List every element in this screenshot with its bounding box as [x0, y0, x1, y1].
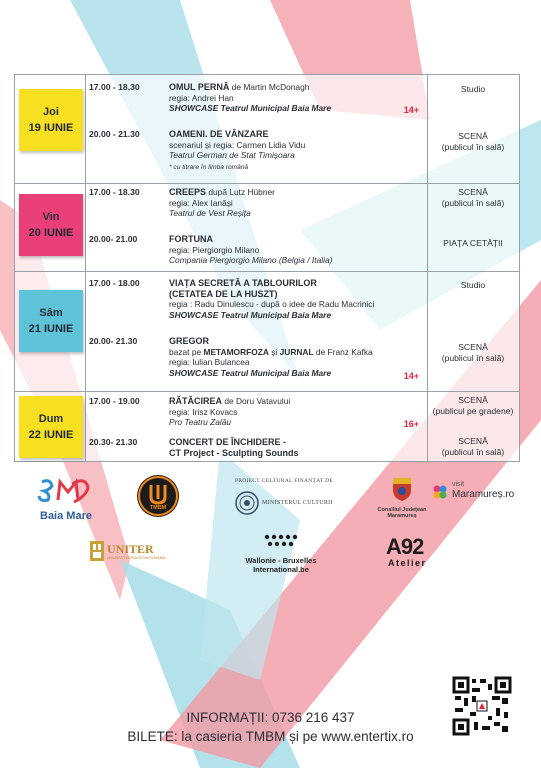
event-time: 20.00- 21.00 [89, 234, 138, 244]
event-company: SHOWCASE Teatrul Municipal Baia Mare [169, 367, 332, 378]
day-date: 21 IUNIE [28, 323, 74, 335]
baia-mare-logo [34, 478, 98, 520]
venue-label: SCENĂ (publicul în sală) [441, 187, 505, 208]
venue-label: SCENĂ (publicul în sală) [441, 131, 505, 152]
uniter-subtext: UNIUNEA TEATRALĂ DIN ROMÂNIA [107, 556, 166, 560]
event-title: OAMENI. DE VÂNZARE [169, 129, 269, 139]
tmbm-text: TMBM [149, 505, 167, 511]
event-subtitle: CT Project - Sculpting Sounds [169, 447, 299, 458]
event-oameni-de-vanzare [85, 129, 427, 179]
event-company: Pro Teatru Zalău [169, 417, 232, 428]
venue-label: SCENĂ (publicul în sală) [441, 436, 505, 457]
event-title: CONCERT DE ÎNCHIDERE - [169, 437, 287, 447]
consiliu-text-2: Maramureș [387, 513, 417, 519]
event-company: Teatrul de Vest Reșița [169, 208, 251, 219]
event-director: regia: Iulian Bulancea [169, 357, 250, 368]
tickets-info-text: BILETE: la casieria TMBM și pe www.entertix.ro [127, 729, 414, 744]
age-rating-badge: 14+ [403, 105, 419, 115]
venue-label: SCENĂ (publicul în sală) [441, 342, 505, 363]
event-title: FORTUNA [169, 234, 213, 244]
event-author: de Doru Vatavului [222, 396, 291, 406]
a92-atelier-logo [386, 534, 456, 570]
event-company: Teatrul German de Stat Timișoara [169, 150, 295, 161]
event-time: 17.00 - 18.30 [89, 82, 140, 92]
visit-flower-icon [432, 484, 448, 500]
tmbm-logo [137, 475, 179, 517]
uniter-emblem-icon [89, 540, 105, 562]
schedule-table [14, 74, 520, 462]
event-director: regia: Alex Ianăși [169, 197, 233, 208]
ministry-culture-logo [224, 478, 344, 522]
event-author: după Lutz Hübner [206, 187, 275, 197]
event-time: 17.00 - 18.30 [89, 187, 140, 197]
day-date: 20 IUNIE [28, 227, 74, 239]
venue-label: Studio [460, 84, 486, 94]
consiliu-text-1: Consiliul Județean [377, 507, 427, 513]
event-time: 20.00 - 21.30 [89, 129, 140, 139]
day-badge-dum [19, 396, 83, 458]
ministry-text: MINISTERUL CULTURII [262, 500, 333, 506]
event-director: regia: Irisz Kovacs [169, 406, 238, 417]
baia-mare-text: Baia Mare [40, 510, 92, 522]
event-author: de Martin McDonagh [229, 82, 310, 92]
event-title: VIAȚA SECRETĂ A TABLOURILOR [169, 278, 317, 288]
atelier-text: Atelier [388, 558, 427, 568]
event-fortuna [85, 234, 427, 270]
event-subtitle: (CETATEA DE LA HUSZT) [169, 288, 278, 299]
uniter-text: UNITER [107, 542, 154, 556]
baia-mare-heart-icon [36, 478, 96, 504]
event-time: 20.30- 21.30 [89, 437, 138, 447]
event-company: SHOWCASE Teatrul Municipal Baia Mare [169, 103, 332, 114]
event-title: RĂTĂCIREA [169, 396, 222, 406]
day-row-dum [15, 391, 519, 462]
event-time: 20.00- 21.30 [89, 336, 138, 346]
day-badge-sam [19, 290, 83, 352]
event-title: GREGOR [169, 336, 210, 346]
day-badge-joi [19, 89, 83, 151]
wallonie-text-1: Wallonie - Bruxelles [245, 556, 317, 565]
visit-big-text: Maramureș.ro [452, 489, 515, 500]
event-note: * cu titrare în limba română [169, 163, 249, 171]
event-gregor [85, 336, 427, 388]
age-rating-badge: 16+ [403, 419, 419, 429]
event-director: regia: Piergiorgio Milano [169, 244, 260, 255]
info-phone-text: INFORMAȚII: 0736 216 437 [186, 710, 355, 725]
event-time: 17.00 - 18.00 [89, 278, 140, 288]
day-date: 19 IUNIE [28, 122, 74, 134]
day-name: Vin [42, 211, 60, 223]
event-company: SHOWCASE Teatrul Municipal Baia Mare [169, 309, 332, 320]
uniter-logo [89, 540, 169, 570]
venue-label: Studio [460, 280, 486, 290]
age-rating-badge: 14+ [403, 371, 419, 381]
day-name: Joi [43, 106, 59, 118]
wallonie-dots-icon [263, 533, 299, 551]
day-date: 22 IUNIE [28, 429, 74, 441]
event-company: Compania Piergiorgio Milano (Belgia / Italia) [169, 255, 333, 266]
day-row-sam [15, 271, 519, 392]
day-name: Sâm [39, 307, 63, 319]
ministry-seal-icon [234, 490, 260, 516]
county-crest-icon [391, 476, 413, 502]
a92-text: A92 [386, 534, 424, 559]
venue-label: SCENĂ (publicul pe gradene) [432, 395, 514, 416]
wallonie-bruxelles-logo [236, 533, 326, 575]
visit-small-text: visit [452, 481, 465, 488]
event-creeps [85, 187, 427, 227]
event-title: OMUL PERNĂ [169, 82, 230, 92]
event-title: CREEPS [169, 187, 207, 197]
day-row-vin [15, 183, 519, 272]
project-funded-text: PROIECT CULTURAL FINANȚAT DE [234, 478, 334, 484]
event-director: scenariul și regia: Carmen Lidia Vidu [169, 139, 306, 150]
consiliul-judetean-logo [374, 476, 430, 524]
event-viata-secreta [85, 278, 427, 334]
event-time: 17.00 - 19.00 [89, 396, 140, 406]
venue-label: PIAȚA CETĂȚII [443, 238, 503, 248]
event-omul-perna [85, 82, 427, 126]
day-badge-vin [19, 194, 83, 256]
day-row-joi [15, 75, 519, 183]
wallonie-text-2: International.be [253, 565, 309, 574]
qr-code-icon[interactable] [452, 676, 512, 736]
event-concert-inchidere [85, 437, 427, 461]
event-source: bazat pe METAMORFOZA și JURNAL de Franz Kafka [169, 346, 373, 357]
event-director: regia: Andrei Han [169, 92, 234, 103]
event-director: regia : Radu Dinulescu - după o idee de Radu Macrinici [169, 299, 375, 310]
day-name: Dum [38, 413, 64, 425]
visit-maramures-logo [432, 481, 522, 503]
event-ratacirea [85, 396, 427, 434]
